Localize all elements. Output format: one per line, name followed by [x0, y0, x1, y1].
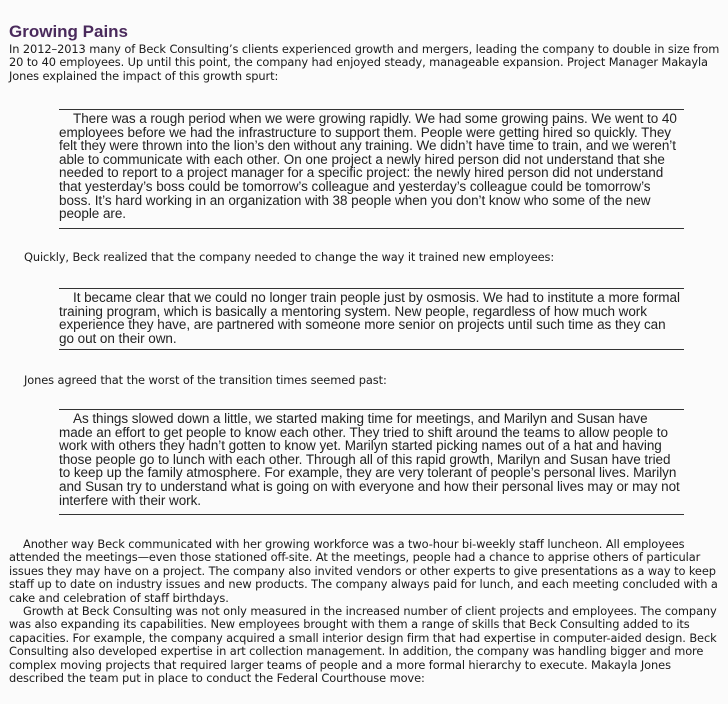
lead-training: Quickly, Beck realized that the company needed to change the way it trained new employees:: [24, 250, 555, 264]
closing-paragraph-growth: Growth at Beck Consulting was not only measured in the increased number of client projects and employees. The company was also expanding its capabilities. New employees brought with them a range of skills that Beck Consulting added to its capacities. For example, the company acquired a small interior design firm that had expertise in computer-aided design. Beck Consulting also developed expertise in art collection management. In addition, the company was handling bigger and more complex moving projects that required larger teams of people and a more formal hierarchy to execute. Makayla Jones described the team put in place to conduct the Federal Courthouse move:: [9, 604, 717, 686]
quote-training: It became clear that we could no longer train people just by osmosis. We had to institute a more formal training program, which is basically a mentoring system. New people, regardless of how much work experience they have, are partnered with someone more senior on projects until such time as they can go out on their own.: [59, 288, 684, 350]
section-title: Growing Pains: [9, 22, 129, 41]
quote-growing-pains: There was a rough period when we were growing rapidly. We had some growing pains. We went to 40 employees before we had the infrastructure to support them. People were getting hired so quickly. They felt they were thrown into the lion’s den without any training. We didn’t have time to train, and we weren’t able to communicate with each other. On one project a newly hired person did not understand that she needed to report to a project manager for a specific project: the newly hired person did not understand that yesterday’s boss could be tomorrow’s colleague and yesterday’s colleague could be tomorrow’s boss. It’s hard working in an organization with 38 people when you don’t know who some of the new people are.: [59, 109, 684, 229]
lead-transition: Jones agreed that the worst of the transition times seemed past:: [24, 373, 387, 387]
quote-transition: As things slowed down a little, we started making time for meetings, and Marilyn and Susan have made an effort to get people to know each other. They tried to shift around the teams to allow people to work with others they hadn’t gotten to know yet. Marilyn started picking names out of a hat and having those people go to lunch with each other. Through all of this rapid growth, Marilyn and Susan have tried to keep up the family atmosphere. For example, they are very tolerant of people’s personal lives. Marilyn and Susan try to understand what is going on with everyone and how their personal lives may or may not interfere with their work.: [59, 409, 684, 515]
closing-section: [9, 538, 723, 685]
closing-paragraph-luncheon: Another way Beck communicated with her growing workforce was a two-hour bi-weekly staff luncheon. All employees attended the meetings—even those stationed off-site. At the meetings, people had a chance to apprise others of particular issues they may have on a project. The company also invited vendors or other experts to give presentations as a way to keep staff up to date on industry issues and new products. The company always paid for lunch, and each meeting concluded with a cake and celebration of staff birthdays.: [9, 537, 718, 605]
intro-paragraph: In 2012–2013 many of Beck Consulting’s clients experienced growth and mergers, leading the company to double in size from 20 to 40 employees. Up until this point, the company had enjoyed steady, manageable expansion. Project Manager Makayla Jones explained the impact of this growth spurt:: [9, 42, 720, 83]
